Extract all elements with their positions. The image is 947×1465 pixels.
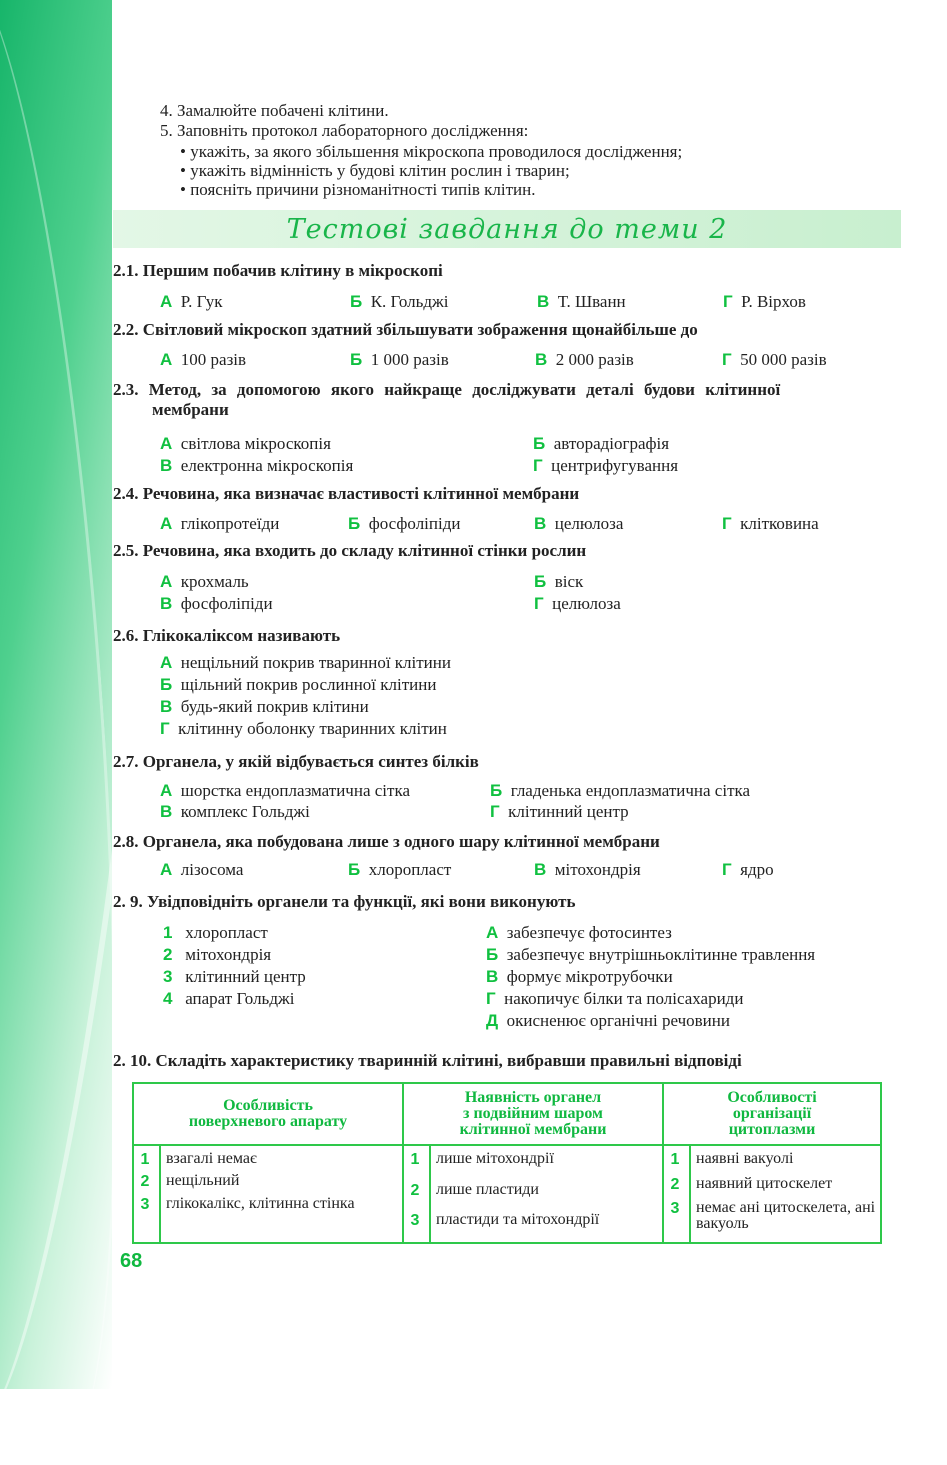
option-text: лізосома [180, 860, 244, 879]
instruction-bullet: • укажіть відмінність у будові клітин рослин і тварин; [180, 161, 570, 180]
item-text: апарат Гольджі [185, 989, 295, 1008]
option-letter: Г [534, 594, 544, 613]
option-letter: В [534, 860, 547, 879]
answer-option [160, 801, 310, 823]
option-letter: В [534, 514, 547, 533]
option-letter: Б [348, 860, 361, 879]
option-text: фосфоліпіди [180, 594, 273, 613]
option-letter: А [160, 572, 173, 591]
question-2-1: 2.1. Першим побачив клітину в мікроскопі [113, 261, 443, 280]
question-2-3: 2.3. Метод, за допомогою якого найкраще досліджувати деталі будови клітинної [113, 380, 781, 399]
option-text: хлоропласт [368, 860, 452, 879]
instruction-bullet: • укажіть, за якого збільшення мікроскопа проводилося дослідження; [180, 142, 683, 161]
table-cell [134, 1146, 402, 1242]
instruction-bullet: • поясніть причини різноманітності типів клітин. [180, 180, 536, 199]
option-text: 2 000 разів [555, 350, 634, 369]
cell-text: немає ані цитоскелета, ані вакуоль [696, 1199, 876, 1232]
answer-option [160, 593, 273, 615]
item-letter: В [486, 967, 499, 986]
answer-option [160, 513, 279, 535]
question-2-3-cont: мембрани [152, 400, 229, 419]
answer-option [160, 349, 246, 371]
question-2-7: 2.7. Органела, у якій відбувається синтез білків [113, 752, 479, 771]
answer-option [722, 349, 827, 371]
option-letter: В [535, 350, 548, 369]
item-letter: Б [486, 945, 499, 964]
item-text: формує мікротрубочки [506, 967, 673, 986]
option-text: шорстка ендоплазматична сітка [180, 781, 410, 800]
answer-option [160, 780, 410, 802]
question-2-5: 2.5. Речовина, яка входить до складу клітинної стінки рослин [113, 541, 587, 560]
answer-option [160, 291, 223, 313]
instruction-line: 4. Замалюйте побачені клітини. [160, 101, 389, 120]
cell-text: наявні вакуолі [696, 1150, 794, 1167]
option-letter: Г [722, 350, 732, 369]
answer-option [348, 513, 460, 535]
option-letter: А [160, 350, 173, 369]
question-2-9: 2. 9. Увідповідніть органели та функції, які вони виконують [113, 892, 576, 911]
row-number: 2 [410, 1182, 420, 1199]
question-2-4: 2.4. Речовина, яка визначає властивості клітинної мембрани [113, 484, 580, 503]
cell-text: пластиди та мітохондрії [436, 1211, 600, 1228]
option-letter: А [160, 653, 173, 672]
answer-option [534, 513, 623, 535]
option-letter: Б [350, 292, 363, 311]
option-letter: А [160, 781, 173, 800]
row-number: 3 [410, 1212, 420, 1229]
option-letter: Б [490, 781, 503, 800]
option-text: світлова мікроскопія [180, 434, 331, 453]
answer-option [723, 291, 806, 313]
option-text: ядро [740, 860, 774, 879]
option-letter: Б [533, 434, 546, 453]
match-right-item [486, 988, 743, 1010]
option-text: комплекс Гольджі [180, 802, 310, 821]
answer-option [160, 571, 249, 593]
option-letter: А [160, 514, 173, 533]
option-letter: Г [160, 719, 170, 738]
option-text: клітинний центр [508, 802, 629, 821]
match-right-item [486, 1010, 730, 1032]
option-letter: Г [490, 802, 500, 821]
item-text: окисненює органічні речовини [506, 1011, 730, 1030]
section-banner [113, 210, 901, 248]
option-letter: В [160, 456, 173, 475]
item-text: клітинний центр [185, 967, 306, 986]
item-number: 3 [163, 967, 173, 986]
option-text: 50 000 разів [740, 350, 827, 369]
option-letter: В [160, 594, 173, 613]
match-left-item [163, 966, 306, 988]
option-letter: А [160, 860, 173, 879]
answer-option [537, 291, 626, 313]
answer-option [160, 859, 243, 881]
item-text: хлоропласт [185, 923, 268, 942]
table-cell [404, 1146, 662, 1242]
answer-option [490, 801, 629, 823]
option-text: центрифугування [551, 456, 679, 475]
answer-option [160, 455, 353, 477]
match-left-item [163, 988, 294, 1010]
option-letter: В [160, 697, 173, 716]
option-text: фосфоліпіди [368, 514, 461, 533]
match-left-item [163, 922, 268, 944]
option-text: К. Гольджі [370, 292, 449, 311]
cell-text: взагалі немає [166, 1150, 257, 1167]
option-text: клітинну оболонку тваринних клітин [178, 719, 447, 738]
section-title: Тестові завдання до теми 2 [286, 214, 728, 245]
option-text: Р. Вірхов [741, 292, 806, 311]
answer-option [722, 859, 774, 881]
answer-option [534, 593, 621, 615]
option-text: крохмаль [180, 572, 249, 591]
option-text: щільний покрив рослинної клітини [180, 675, 437, 694]
option-text: електронна мікроскопія [180, 456, 354, 475]
row-number: 1 [670, 1151, 680, 1168]
table-cell [664, 1146, 880, 1242]
option-text: авторадіографія [553, 434, 670, 453]
item-number: 2 [163, 945, 173, 964]
item-letter: Г [486, 989, 496, 1008]
answer-option [533, 455, 678, 477]
row-number: 2 [670, 1176, 680, 1193]
option-letter: А [160, 434, 173, 453]
item-number: 4 [163, 989, 173, 1008]
row-number: 1 [410, 1151, 420, 1168]
answer-option [348, 859, 451, 881]
match-left-item [163, 944, 271, 966]
answer-option [535, 349, 634, 371]
instruction-line: 5. Заповніть протокол лабораторного дослідження: [160, 121, 529, 140]
cell-text: глікокалікс, клітинна стінка [166, 1195, 355, 1212]
characteristics-table [132, 1082, 882, 1244]
answer-option [722, 513, 819, 535]
option-letter: А [160, 292, 173, 311]
table-header: Наявність органел з подвійним шаром клітинної мембрани [403, 1083, 663, 1145]
match-right-item [486, 922, 672, 944]
option-text: клітковина [740, 514, 819, 533]
option-text: 100 разів [180, 350, 247, 369]
page-number: 68 [120, 1250, 143, 1272]
answer-option [534, 859, 641, 881]
item-number: 1 [163, 923, 173, 942]
answer-option [160, 433, 331, 455]
option-letter: Б [350, 350, 363, 369]
option-text: 1 000 разів [370, 350, 449, 369]
option-letter: Б [348, 514, 361, 533]
row-number: 2 [140, 1173, 150, 1190]
option-text: нещільний покрив тваринної клітини [180, 653, 451, 672]
answer-option [160, 652, 451, 674]
answer-option [160, 674, 436, 696]
option-letter: Г [722, 514, 732, 533]
item-text: забезпечує фотосинтез [506, 923, 672, 942]
question-2-10: 2. 10. Складіть характеристику тваринній клітині, вибравши правильні відповіді [113, 1051, 742, 1070]
answer-option [350, 349, 449, 371]
match-right-item [486, 944, 815, 966]
answer-option [160, 718, 447, 740]
item-text: накопичує білки та полісахариди [504, 989, 744, 1008]
question-2-8: 2.8. Органела, яка побудована лише з одного шару клітинної мембрани [113, 832, 660, 851]
option-text: гладенька ендоплазматична сітка [510, 781, 751, 800]
cell-text: лише пластиди [436, 1181, 539, 1198]
answer-option [160, 696, 369, 718]
answer-option [350, 291, 449, 313]
option-letter: Г [722, 860, 732, 879]
table-header: Особливості організації цитоплазми [663, 1083, 881, 1145]
cell-text: нещільний [166, 1172, 240, 1189]
table-header: Особливість поверхневого апарату [133, 1083, 403, 1145]
answer-option [490, 780, 750, 802]
question-2-6: 2.6. Глікокаліксом називають [113, 626, 341, 645]
cell-text: лише мітохондрії [436, 1150, 554, 1167]
question-2-2: 2.2. Світловий мікроскоп здатний збільшувати зображення щонайбільше до [113, 320, 698, 339]
option-text: целюлоза [554, 514, 624, 533]
option-text: целюлоза [552, 594, 621, 613]
item-letter: А [486, 923, 499, 942]
cell-text: наявний цитоскелет [696, 1175, 833, 1192]
item-letter: Д [486, 1011, 499, 1030]
answer-option [534, 571, 583, 593]
answer-option [533, 433, 669, 455]
option-letter: В [537, 292, 550, 311]
item-text: мітохондрія [185, 945, 272, 964]
option-text: віск [554, 572, 584, 591]
match-right-item [486, 966, 673, 988]
option-letter: Г [723, 292, 733, 311]
row-number: 3 [140, 1196, 150, 1213]
option-text: будь-який покрив клітини [180, 697, 369, 716]
option-text: мітохондрія [554, 860, 641, 879]
option-letter: Г [533, 456, 543, 475]
decorative-side-band [0, 0, 112, 1389]
row-number: 1 [140, 1151, 150, 1168]
option-letter: В [160, 802, 173, 821]
option-text: глікопротеїди [180, 514, 280, 533]
option-letter: Б [160, 675, 173, 694]
item-text: забезпечує внутрішньоклітинне травлення [506, 945, 816, 964]
row-number: 3 [670, 1200, 680, 1217]
option-text: Р. Гук [180, 292, 223, 311]
option-text: Т. Шванн [557, 292, 626, 311]
option-letter: Б [534, 572, 547, 591]
